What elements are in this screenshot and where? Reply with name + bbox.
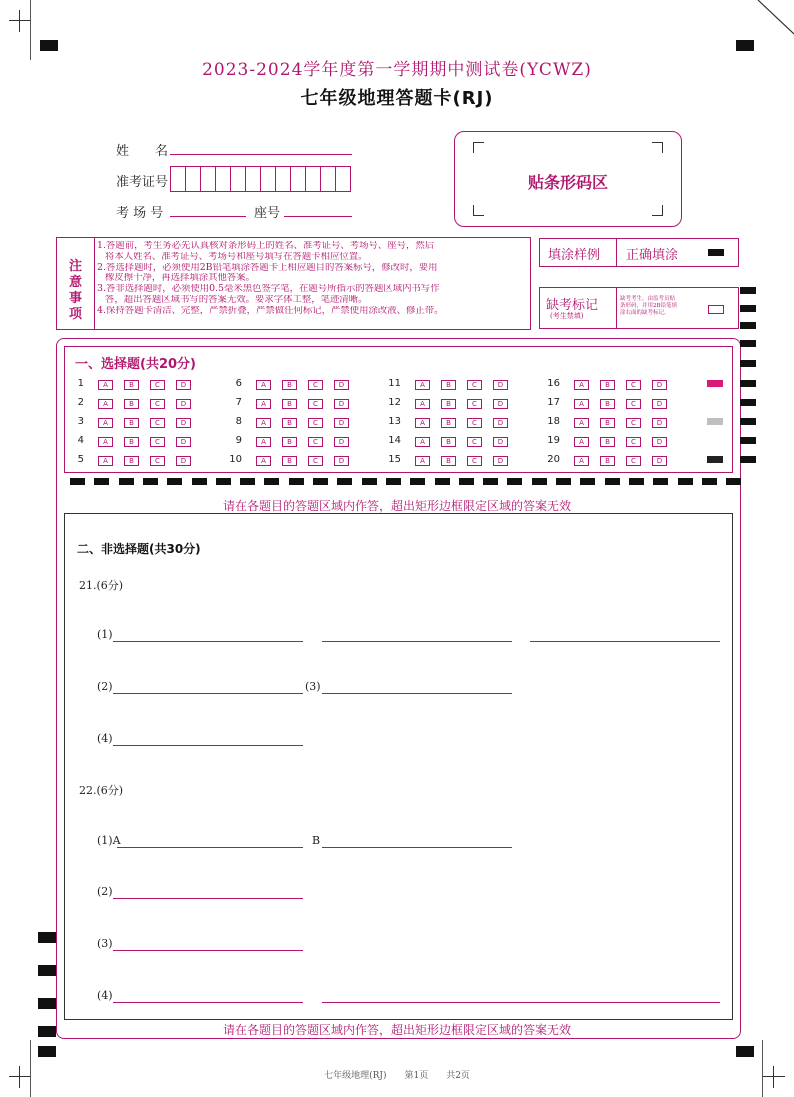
timing-mark: [580, 478, 595, 485]
answer-bubble-c[interactable]: C: [150, 399, 165, 409]
barcode-label: 贴条形码区: [527, 173, 608, 192]
question-number: 19: [547, 435, 560, 446]
answer-bubble-a[interactable]: A: [415, 437, 430, 447]
question-number: 6: [235, 378, 242, 389]
answer-bubble-b[interactable]: B: [600, 418, 615, 428]
answer-bubble-d[interactable]: D: [334, 437, 349, 447]
timing-mark: [483, 478, 498, 485]
answer-bubble-b[interactable]: B: [282, 399, 297, 409]
answer-bubble-d[interactable]: D: [176, 418, 191, 428]
timing-mark: [678, 478, 693, 485]
timing-mark: [507, 478, 522, 485]
answer-bubble-b[interactable]: B: [124, 380, 139, 390]
absent-mark-box: [539, 287, 739, 329]
timing-mark: [289, 478, 304, 485]
question-number: 13: [388, 416, 401, 427]
answer-bubble-a[interactable]: A: [415, 380, 430, 390]
q21-part3-label: (3): [305, 680, 321, 693]
q22-part3-label: (3): [97, 937, 113, 950]
absent-label: 缺考标记: [546, 298, 599, 313]
seat-label: 座号: [254, 206, 281, 221]
question-number: 5: [77, 454, 84, 465]
answer-bubble-a[interactable]: A: [98, 456, 113, 466]
timing-mark: [532, 478, 547, 485]
timing-mark: [143, 478, 158, 485]
notice-side-label: 注 意 事 项: [57, 238, 95, 329]
answer-bubble-a[interactable]: A: [574, 456, 589, 466]
q22-part4-line-b[interactable]: [322, 1001, 720, 1003]
answer-bubble-c[interactable]: C: [150, 380, 165, 390]
fill-sample-label: 填涂样例: [548, 248, 601, 263]
timing-mark: [362, 478, 377, 485]
name-input-line[interactable]: [170, 153, 352, 155]
seat-input-line[interactable]: [284, 215, 352, 217]
q21-part4-label: (4): [97, 732, 113, 745]
answer-bubble-a[interactable]: A: [98, 380, 113, 390]
id-number-boxes[interactable]: [170, 166, 351, 192]
answer-bubble-a[interactable]: A: [256, 437, 271, 447]
answer-bubble-d[interactable]: D: [493, 456, 508, 466]
answer-bubble-b[interactable]: B: [282, 418, 297, 428]
q22-part2-label: (2): [97, 885, 113, 898]
answer-bubble-a[interactable]: A: [415, 456, 430, 466]
notice-box: [56, 237, 531, 330]
answer-bubble-b[interactable]: B: [600, 380, 615, 390]
q22-part4-line-a[interactable]: [113, 1001, 303, 1003]
answer-bubble-c[interactable]: C: [150, 456, 165, 466]
timing-mark: [435, 478, 450, 485]
question-number: 12: [388, 397, 401, 408]
answer-bubble-d[interactable]: D: [493, 399, 508, 409]
q21-part3-line[interactable]: [322, 692, 512, 694]
answer-bubble-c[interactable]: C: [626, 437, 641, 447]
timing-mark: [337, 478, 352, 485]
question-21-label: 21.(6分): [79, 579, 124, 592]
room-input-line[interactable]: [170, 215, 246, 217]
timing-mark: [736, 40, 754, 51]
timing-mark: [736, 1046, 754, 1057]
answer-bubble-c[interactable]: C: [150, 437, 165, 447]
absent-note: 缺考考生，由监考员贴 条形码，并用2B铅笔填 涂右面的缺考标记。: [620, 296, 678, 316]
q22-part4-label: (4): [97, 989, 113, 1002]
timing-mark: [653, 478, 668, 485]
question-number: 8: [235, 416, 242, 427]
question-number: 20: [547, 454, 560, 465]
answer-bubble-d[interactable]: D: [652, 399, 667, 409]
answer-bubble-d[interactable]: D: [176, 437, 191, 447]
answer-bubble-b[interactable]: B: [441, 456, 456, 466]
room-label: 考 场 号: [116, 206, 164, 221]
answer-bubble-d[interactable]: D: [334, 456, 349, 466]
timing-mark: [40, 40, 58, 51]
answer-sheet-subtitle: 七年级地理答题卡(RJ): [300, 88, 494, 109]
answer-bubble-b[interactable]: B: [600, 437, 615, 447]
timing-mark: [740, 340, 756, 347]
question-number: 9: [235, 435, 242, 446]
answer-bubble-b[interactable]: B: [282, 456, 297, 466]
question-22-label: 22.(6分): [79, 784, 124, 797]
answer-bubble-c[interactable]: C: [626, 380, 641, 390]
fill-sample-box: [539, 238, 739, 267]
answer-bubble-d[interactable]: D: [652, 380, 667, 390]
answer-bubble-a[interactable]: A: [98, 399, 113, 409]
answer-bubble-d[interactable]: D: [334, 399, 349, 409]
answer-bubble-b[interactable]: B: [600, 456, 615, 466]
answer-bubble-d[interactable]: D: [176, 380, 191, 390]
answer-bubble-a[interactable]: A: [574, 418, 589, 428]
answer-bubble-c[interactable]: C: [308, 380, 323, 390]
timing-mark: [167, 478, 182, 485]
section2-title: 二、非选择题(共30分): [77, 542, 201, 556]
question-number: 10: [229, 454, 242, 465]
answer-bubble-c[interactable]: C: [467, 399, 482, 409]
answer-bubble-c[interactable]: C: [308, 437, 323, 447]
exam-title: 2023-2024学年度第一学期期中测试卷(YCWZ): [202, 60, 592, 80]
timing-mark: [70, 478, 85, 485]
timing-mark: [410, 478, 425, 485]
answer-bubble-c[interactable]: C: [308, 456, 323, 466]
q21-part2-label: (2): [97, 680, 113, 693]
q21-part1-line-b[interactable]: [322, 640, 512, 642]
question-number: 4: [77, 435, 84, 446]
timing-mark: [629, 478, 644, 485]
q21-part1-line-a[interactable]: [113, 640, 303, 642]
q21-part2-line[interactable]: [113, 692, 303, 694]
question-number: 14: [388, 435, 401, 446]
timing-mark: [740, 287, 756, 294]
crop-mark-top-left: [9, 10, 31, 32]
answer-bubble-b[interactable]: B: [441, 380, 456, 390]
answer-bubble-a[interactable]: A: [574, 380, 589, 390]
q22-part1b-line[interactable]: [322, 846, 512, 848]
boundary-warning-top: 请在各题目的答题区域内作答，超出矩形边框限定区域的答案无效: [222, 499, 571, 513]
timing-mark: [240, 478, 255, 485]
row-indicator-mark: [707, 418, 723, 425]
row-indicator-mark: [707, 456, 723, 463]
question-number: 2: [77, 397, 84, 408]
question-number: 18: [547, 416, 560, 427]
timing-mark: [192, 478, 207, 485]
correct-fill-mark: [708, 249, 724, 256]
answer-bubble-d[interactable]: D: [334, 380, 349, 390]
q22-part1a-label: (1)A: [97, 834, 121, 847]
row-indicator-mark: [707, 380, 723, 387]
absent-fill-box[interactable]: [708, 305, 724, 314]
answer-bubble-d[interactable]: D: [176, 456, 191, 466]
q21-part1-line-c[interactable]: [530, 640, 720, 642]
answer-bubble-a[interactable]: A: [256, 456, 271, 466]
answer-bubble-b[interactable]: B: [124, 456, 139, 466]
answer-bubble-c[interactable]: C: [626, 456, 641, 466]
timing-mark: [740, 456, 756, 463]
page-footer: 七年级地理(RJ) 第1页 共2页: [324, 1071, 470, 1081]
answer-bubble-c[interactable]: C: [308, 418, 323, 428]
question-number: 7: [235, 397, 242, 408]
answer-bubble-b[interactable]: B: [441, 418, 456, 428]
timing-mark: [216, 478, 231, 485]
timing-mark: [726, 478, 741, 485]
answer-bubble-a[interactable]: A: [256, 399, 271, 409]
q22-part1b-label: B: [312, 834, 321, 847]
q21-part4-line[interactable]: [113, 744, 303, 746]
answer-bubble-d[interactable]: D: [493, 380, 508, 390]
question-number: 15: [388, 454, 401, 465]
answer-bubble-c[interactable]: C: [626, 418, 641, 428]
answer-bubble-c[interactable]: C: [467, 380, 482, 390]
timing-mark: [38, 1046, 56, 1057]
answer-bubble-a[interactable]: A: [256, 418, 271, 428]
edge-line-left-top: [30, 0, 31, 60]
timing-mark: [94, 478, 109, 485]
timing-mark: [740, 322, 756, 329]
section1-title: 一、选择题(共20分): [75, 357, 196, 372]
answer-bubble-b[interactable]: B: [282, 437, 297, 447]
answer-bubble-b[interactable]: B: [124, 418, 139, 428]
timing-mark: [740, 380, 756, 387]
answer-bubble-d[interactable]: D: [652, 418, 667, 428]
barcode-area: [454, 131, 682, 227]
timing-mark: [264, 478, 279, 485]
timing-mark: [459, 478, 474, 485]
answer-bubble-b[interactable]: B: [282, 380, 297, 390]
answer-bubble-a[interactable]: A: [574, 437, 589, 447]
timing-mark: [605, 478, 620, 485]
answer-bubble-c[interactable]: C: [467, 456, 482, 466]
answer-bubble-d[interactable]: D: [493, 418, 508, 428]
answer-bubble-b[interactable]: B: [600, 399, 615, 409]
timing-mark: [740, 360, 756, 367]
q22-part2-line[interactable]: [113, 897, 303, 899]
notice-text: 1.答题前，考生务必先认真核对条形码上的姓名、准考证号、考场号、座号，然后 将本人姓名、准考证号、考场号和座号填写在答题卡相应位置。 2.答选择题时，必须使用2B铅笔填涂答题卡上相应题目的答案标号，修改时，要用 橡皮擦干净，再选择填涂其他答案。 3.答非选择题时，必须使用0.5毫米黑色签字笔，在题号所指示的答题区域内书写作 答，超出答题区域书写的答案无效。要求字体工整，笔迹清晰。 4.保持答题卡清洁、完整，严禁折叠，严禁做任何标记，严禁使用涂改液、修正带。: [97, 241, 444, 316]
timing-mark: [38, 965, 56, 976]
answer-bubble-b[interactable]: B: [124, 399, 139, 409]
q21-part1-label: (1): [97, 628, 113, 641]
answer-bubble-a[interactable]: A: [98, 418, 113, 428]
timing-mark: [386, 478, 401, 485]
answer-bubble-b[interactable]: B: [124, 437, 139, 447]
answer-bubble-c[interactable]: C: [467, 437, 482, 447]
absent-sublabel: (考生禁填): [550, 312, 584, 320]
answer-bubble-b[interactable]: B: [441, 437, 456, 447]
name-label: 姓 名: [116, 144, 169, 159]
question-number: 16: [547, 378, 560, 389]
timing-mark: [313, 478, 328, 485]
answer-bubble-d[interactable]: D: [334, 418, 349, 428]
question-number: 17: [547, 397, 560, 408]
timing-mark: [38, 998, 56, 1009]
timing-mark: [740, 305, 756, 312]
timing-mark: [702, 478, 717, 485]
answer-bubble-a[interactable]: A: [574, 399, 589, 409]
question-number: 11: [388, 378, 401, 389]
free-response-section: [64, 513, 733, 1020]
answer-bubble-d[interactable]: D: [176, 399, 191, 409]
timing-mark: [556, 478, 571, 485]
answer-bubble-a[interactable]: A: [98, 437, 113, 447]
answer-bubble-a[interactable]: A: [415, 418, 430, 428]
answer-bubble-d[interactable]: D: [652, 437, 667, 447]
timing-mark: [740, 437, 756, 444]
answer-bubble-a[interactable]: A: [256, 380, 271, 390]
question-number: 1: [77, 378, 84, 389]
timing-mark: [740, 418, 756, 425]
answer-bubble-c[interactable]: C: [308, 399, 323, 409]
q22-part1a-line[interactable]: [117, 846, 303, 848]
timing-mark: [38, 932, 56, 943]
timing-mark: [740, 399, 756, 406]
timing-mark: [119, 478, 134, 485]
question-number: 3: [77, 416, 84, 427]
answer-bubble-c[interactable]: C: [626, 399, 641, 409]
answer-bubble-c[interactable]: C: [150, 418, 165, 428]
answer-bubble-a[interactable]: A: [415, 399, 430, 409]
q22-part3-line[interactable]: [113, 949, 303, 951]
corner-diagonal-mark: [752, 0, 794, 42]
answer-bubble-c[interactable]: C: [467, 418, 482, 428]
answer-bubble-d[interactable]: D: [652, 456, 667, 466]
answer-bubble-d[interactable]: D: [493, 437, 508, 447]
answer-bubble-b[interactable]: B: [441, 399, 456, 409]
boundary-warning-bottom: 请在各题目的答题区域内作答，超出矩形边框限定区域的答案无效: [222, 1023, 571, 1037]
correct-fill-label: 正确填涂: [626, 248, 679, 263]
id-label: 准考证号: [116, 175, 169, 190]
